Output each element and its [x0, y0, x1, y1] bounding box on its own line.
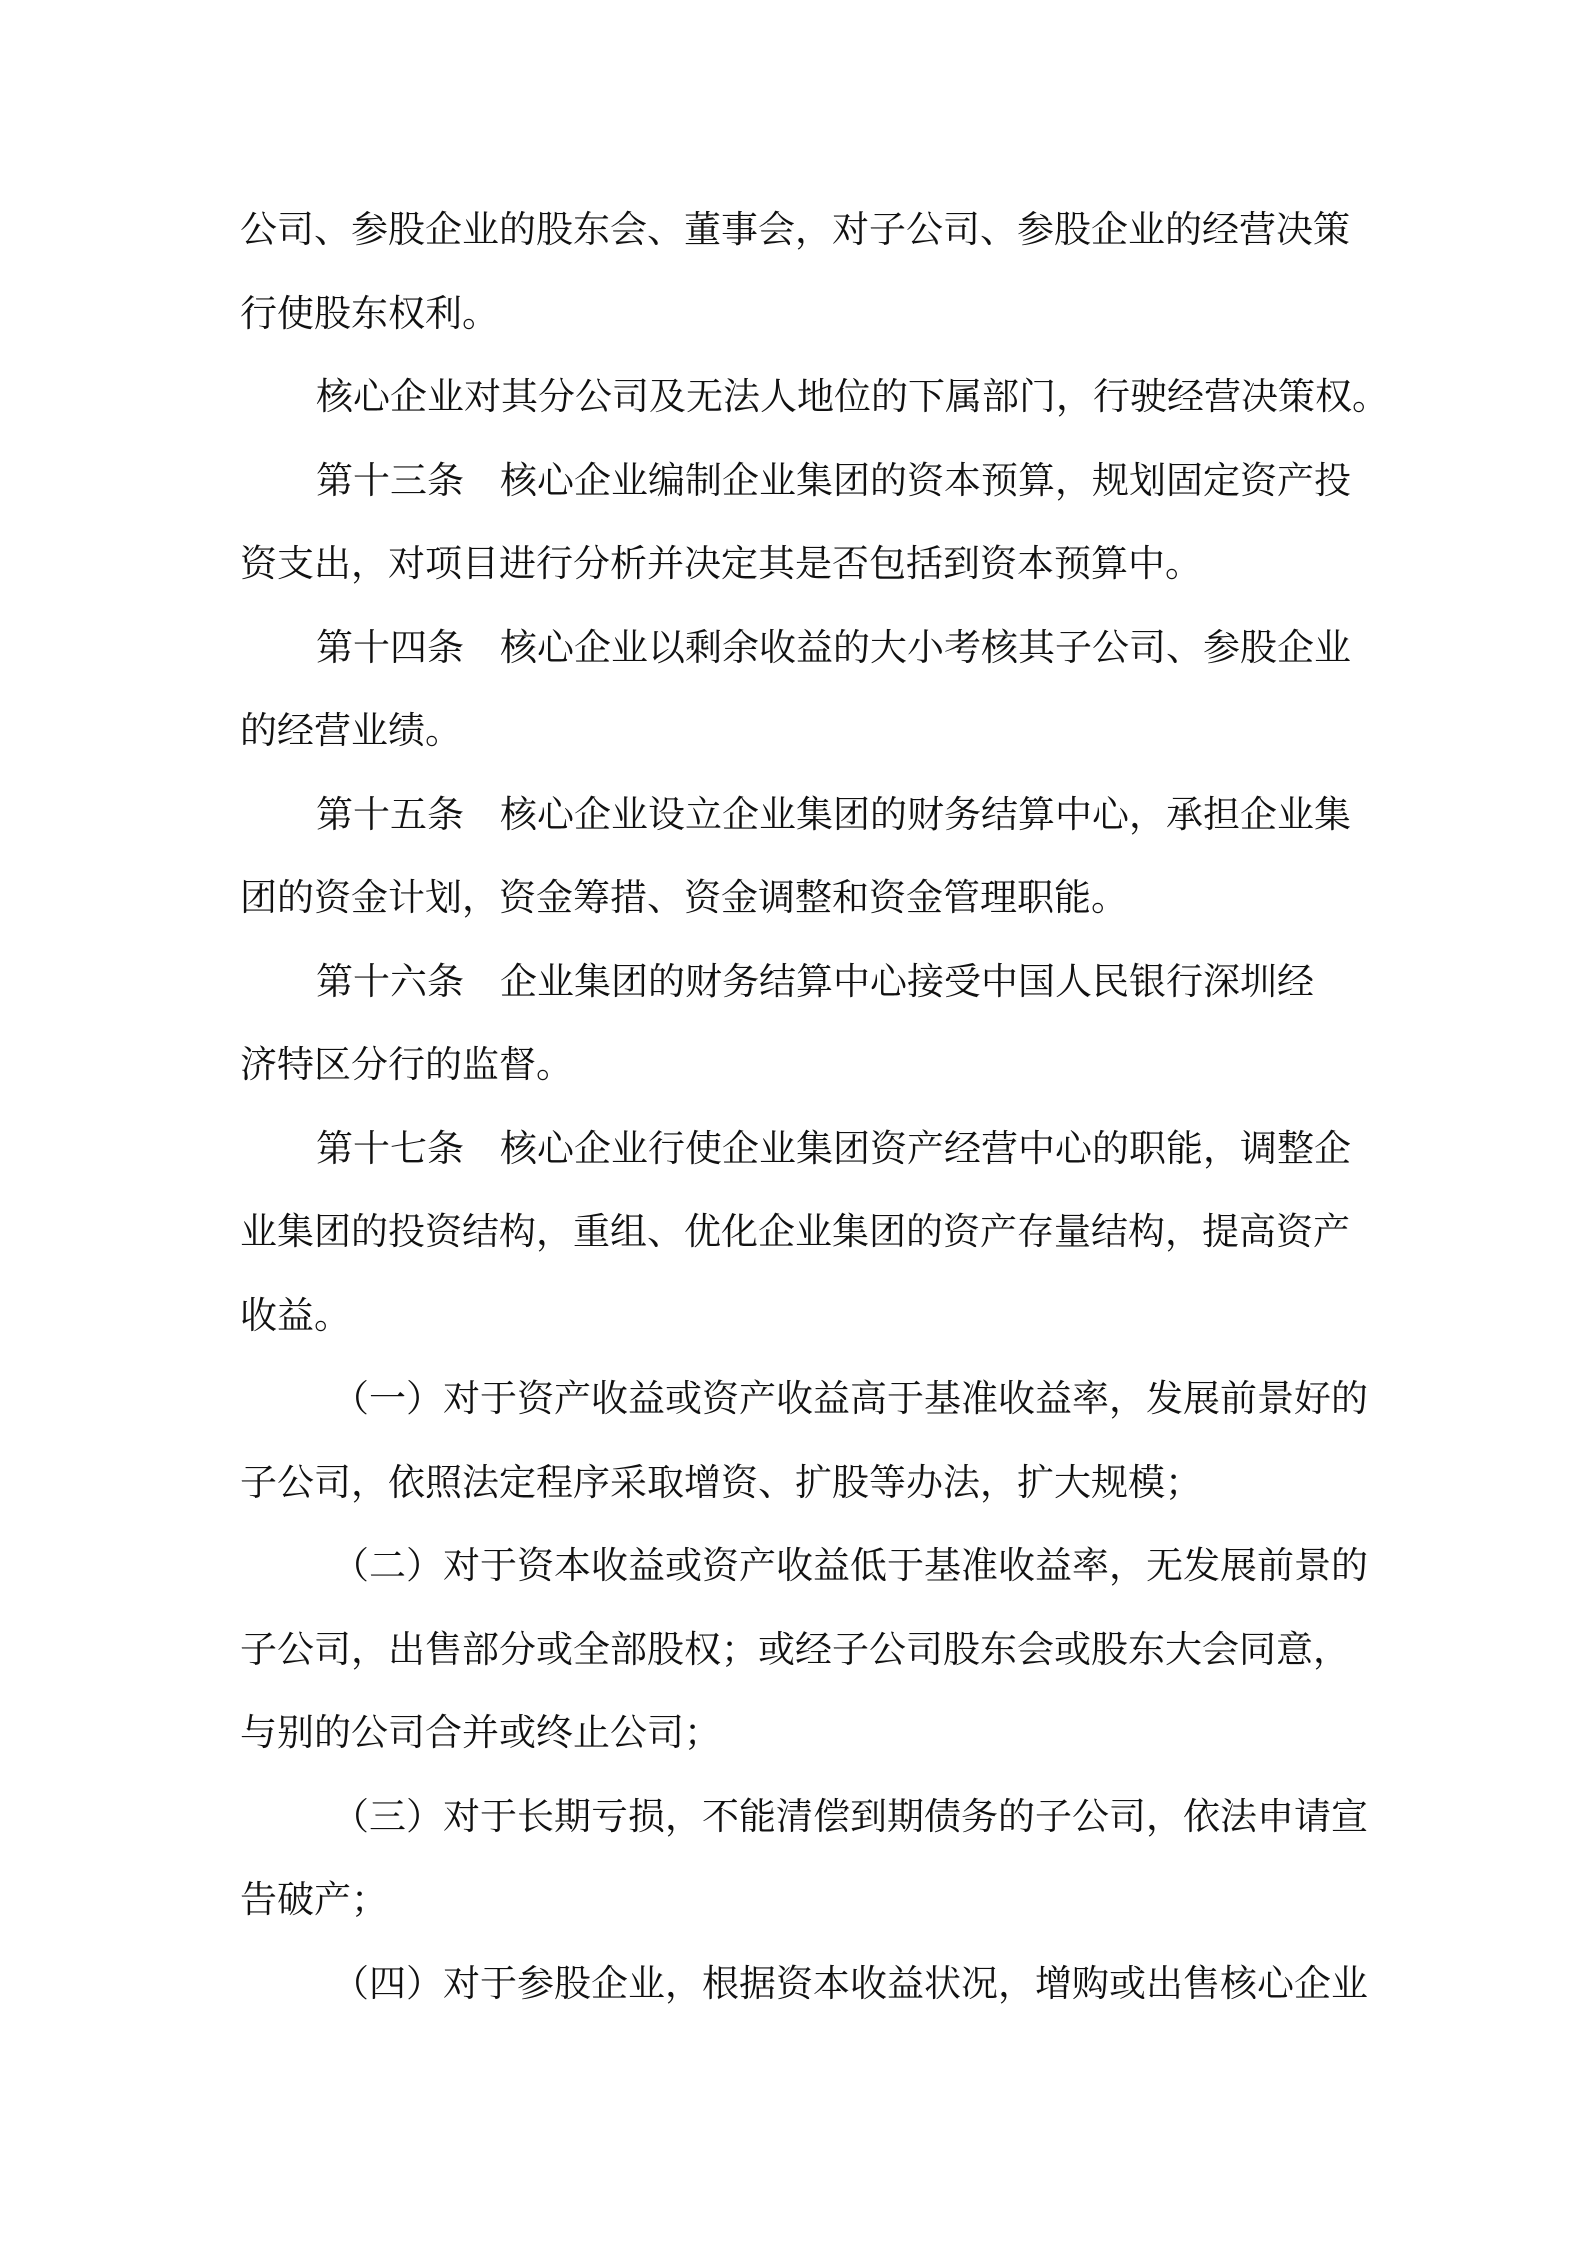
article-17-line	[240, 1107, 1360, 1191]
list-item-1: （一）对于资产收益或资产收益高于基准收益率，发展前景好的	[332, 1377, 1368, 1420]
text-line: 与别的公司合并或终止公司；	[240, 1711, 721, 1754]
text-line: 告破产；	[240, 1878, 388, 1921]
text-line: 行使股东权利。	[240, 291, 499, 335]
list-item-3: （三）对于长期亏损，不能清偿到期债务的子公司，依法申请宣	[332, 1794, 1368, 1838]
text-line: 济特区分行的监督。	[240, 1043, 573, 1086]
article-15-line	[240, 773, 1360, 857]
text-line: 收益。	[240, 1293, 351, 1337]
article-16-line	[240, 940, 1360, 1024]
text-line: 核心企业对其分公司及无法人地位的下属部门，行驶经营决策权。	[316, 375, 1389, 418]
article-13-line	[240, 439, 1360, 523]
article-text: 核心企业以剩余收益的大小考核其子公司、参股企业	[500, 625, 1351, 669]
list-item-4: （四）对于参股企业，根据资本收益状况，增购或出售核心企业	[332, 1961, 1368, 2005]
article-text: 核心企业行使企业集团资产经营中心的职能，调整企	[500, 1126, 1351, 1170]
article-text: 企业集团的财务结算中心接受中国人民银行深圳经	[500, 959, 1314, 1003]
article-number: 第十六条	[316, 959, 464, 1003]
article-number: 第十三条	[316, 458, 464, 502]
article-number: 第十五条	[316, 792, 464, 836]
article-number: 第十四条	[316, 625, 464, 669]
article-14-line	[240, 606, 1360, 690]
text-line: 团的资金计划，资金筹措、资金调整和资金管理职能。	[240, 876, 1128, 919]
article-text: 核心企业设立企业集团的财务结算中心，承担企业集	[500, 792, 1351, 836]
text-line: 业集团的投资结构，重组、优化企业集团的资产存量结构，提高资产	[240, 1210, 1350, 1253]
text-line: 公司、参股企业的股东会、董事会，对子公司、参股企业的经营决策	[240, 208, 1350, 251]
list-item-2: （二）对于资本收益或资产收益低于基准收益率，无发展前景的	[332, 1544, 1368, 1587]
text-line: 子公司，依照法定程序采取增资、扩股等办法，扩大规模；	[240, 1460, 1202, 1504]
article-number: 第十七条	[316, 1126, 464, 1170]
article-text: 核心企业编制企业集团的资本预算，规划固定资产投	[500, 458, 1351, 502]
text-line: 子公司，出售部分或全部股权；或经子公司股东会或股东大会同意，	[240, 1627, 1350, 1671]
text-line: 资支出，对项目进行分析并决定其是否包括到资本预算中。	[240, 542, 1202, 585]
text-line: 的经营业绩。	[240, 709, 462, 752]
document-body	[240, 188, 1389, 2025]
